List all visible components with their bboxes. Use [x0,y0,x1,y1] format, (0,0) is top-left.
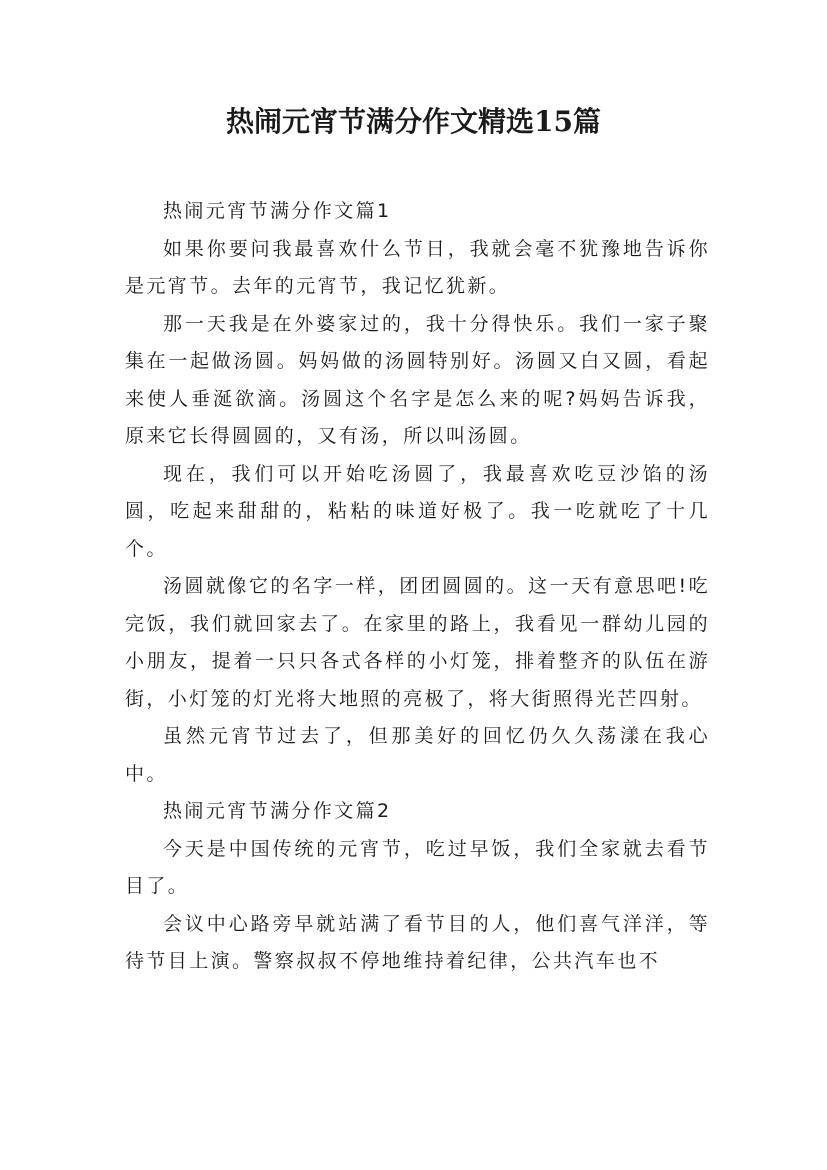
paragraph: 那一天我是在外婆家过的，我十分得快乐。我们一家子聚集在一起做汤圆。妈妈做的汤圆特别好。汤圆又白又圆，看起来使人垂涎欲滴。汤圆这个名字是怎么来的呢?妈妈告诉我，原来它长得圆圆的，又有汤，所以叫汤圆。 [125,312,710,447]
section-heading-1: 热闹元宵节满分作文篇1 [163,200,392,222]
section-heading-2: 热闹元宵节满分作文篇2 [163,800,392,822]
paragraph: 如果你要问我最喜欢什么节日，我就会毫不犹豫地告诉你是元宵节。去年的元宵节，我记忆犹新。 [125,237,710,297]
document-body [125,193,710,981]
paragraph: 今天是中国传统的元宵节，吃过早饭，我们全家就去看节目了。 [125,837,710,897]
paragraph: 现在，我们可以开始吃汤圆了，我最喜欢吃豆沙馅的汤圆，吃起来甜甜的，粘粘的味道好极了。我一吃就吃了十几个。 [125,462,710,560]
paragraph: 会议中心路旁早就站满了看节目的人，他们喜气洋洋，等待节目上演。警察叔叔不停地维持着纪律，公共汽车也不 [125,912,710,972]
paragraph: 汤圆就像它的名字一样，团团圆圆的。这一天有意思吧!吃完饭，我们就回家去了。在家里的路上，我看见一群幼儿园的小朋友，提着一只只各式各样的小灯笼，排着整齐的队伍在游街，小灯笼的灯光将大地照的亮极了，将大街照得光芒四射。 [125,575,710,710]
paragraph: 虽然元宵节过去了，但那美好的回忆仍久久荡漾在我心中。 [125,725,710,785]
document-title: 热闹元宵节满分作文精选15篇 [226,105,601,138]
